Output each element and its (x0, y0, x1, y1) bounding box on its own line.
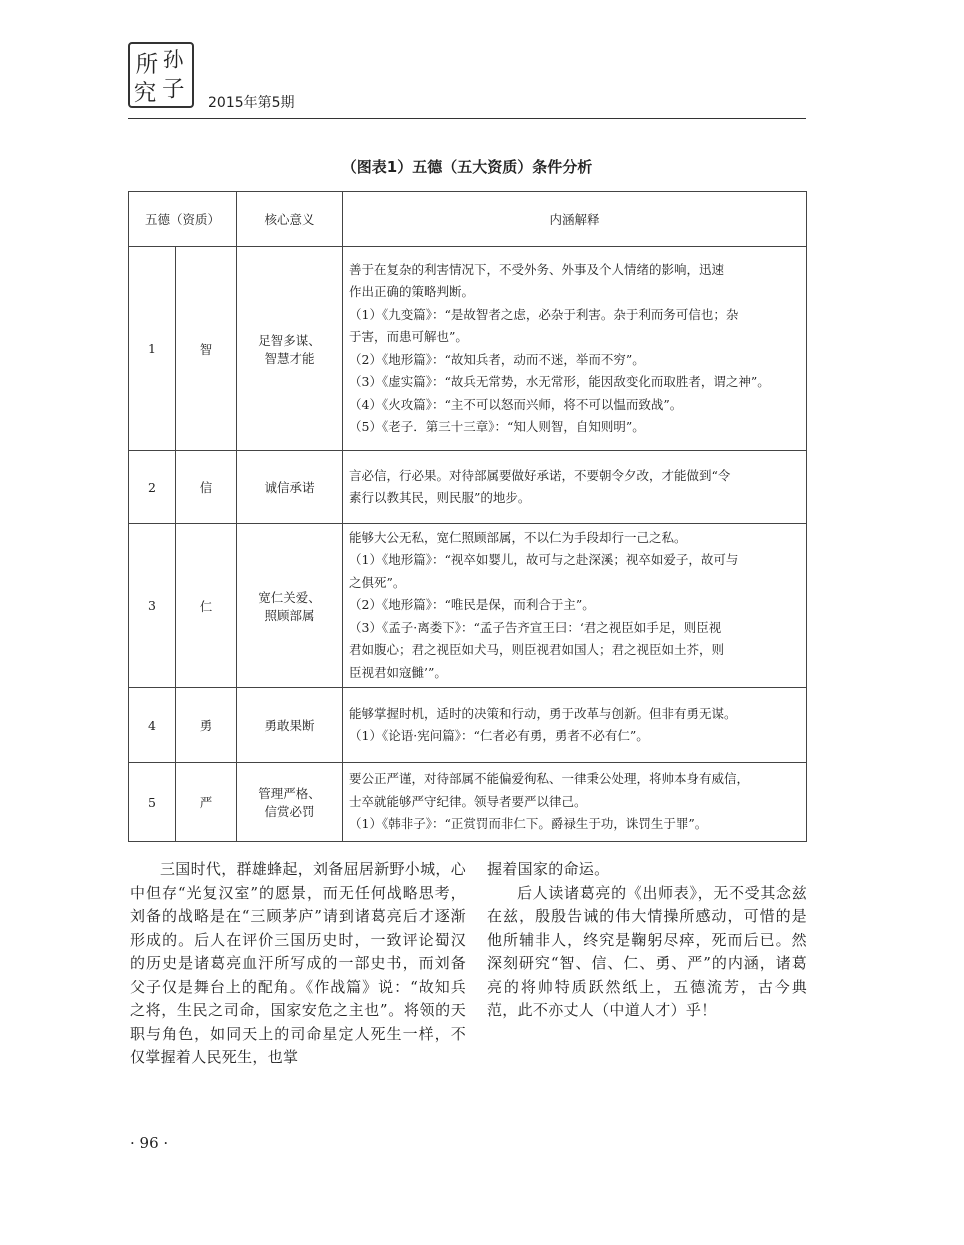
explanation-line: 于害，而患可解也”。 (349, 329, 468, 344)
virtue-name: 严 (176, 763, 237, 842)
explanation-line: 素行以教其民，则民服”的地步。 (349, 490, 531, 505)
row-number: 2 (129, 451, 176, 524)
row-number: 3 (129, 524, 176, 688)
table-row (129, 451, 807, 524)
table-row (129, 247, 807, 451)
core-meaning-line: 管理严格、 (258, 786, 321, 801)
logo-char: 子 (161, 76, 185, 103)
logo-seal-icon (130, 44, 192, 106)
core-meaning-line: 勇敢果断 (264, 718, 315, 733)
core-meaning (237, 524, 343, 688)
body-paragraph: 三国时代，群雄蜂起，刘备屈居新野小城，心中但存“光复汉室”的愿景，而无任何战略思考，刘备的战略是在“三顾茅庐”请到诸葛亮后才逐渐形成的。后人在评价三国历史时，一致评论蜀汉的历史是诸葛亮血汗所写成的一部史书，而刘备父子仅是舞台上的配角。《作战篇》说：“故知兵之将，生民之司命，国家安危之主也”。将领的天职与角色，如同天上的司命星定人死生一样，不仅掌握着人民死生，也掌 (130, 860, 467, 1066)
explanation-line: 善于在复杂的利害情况下，不受外务、外事及个人情绪的影响，迅速 (349, 261, 725, 277)
explanation-line: 之俱死”。 (349, 574, 406, 590)
explanation-line: 臣视君如寇雠’”。 (349, 664, 447, 680)
explanation-line: （2）《地形篇》：“故知兵者，动而不迷，举而不穷”。 (349, 351, 645, 367)
virtue-name: 仁 (176, 524, 237, 688)
virtue-name: 信 (176, 451, 237, 524)
core-meaning-line: 智慧才能 (264, 350, 315, 366)
logo-char: 究 (133, 80, 157, 106)
explanation-line: （5）《老子．第三十三章》：“知人则智，自知则明”。 (349, 419, 645, 434)
explanation-line: 要公正严谨，对待部属不能偏爱徇私、一律秉公处理，将帅本身有威信， (349, 771, 750, 787)
meaning-explanation (343, 763, 807, 842)
table-title: （图表1）五德（五大资质）条件分析 (341, 158, 593, 176)
column-header: 核心意义 (237, 192, 343, 247)
explanation-line: （1）《九变篇》：“是故智者之虑，必杂于利害。杂于利而务可信也；杂 (349, 306, 739, 322)
column-header: 五德（资质） (129, 192, 237, 247)
meaning-explanation (343, 524, 807, 688)
logo-char: 孙 (162, 47, 184, 72)
table-row (129, 763, 807, 842)
body-column-left (130, 858, 466, 1070)
core-meaning-line: 宽仁关爱、 (258, 589, 321, 605)
explanation-line: （1）《地形篇》：“视卒如婴儿，故可与之赴深溪；视卒如爱子，故可与 (349, 552, 739, 568)
explanation-line: （1）《韩非子》：“正赏罚而非仁下。爵禄生于功，诛罚生于罪”。 (349, 816, 708, 832)
row-number: 4 (129, 688, 176, 763)
core-meaning-line: 诚信承诺 (264, 480, 315, 495)
body-paragraph: 握着国家的命运。 (487, 860, 610, 878)
explanation-line: 言必信，行必果。对待部属要做好承诺，不要朝令夕改，才能做到“令 (349, 467, 731, 483)
core-meaning (237, 688, 343, 763)
table-body (129, 247, 807, 842)
core-meaning (237, 763, 343, 842)
table-row (129, 688, 807, 763)
virtue-name: 勇 (176, 688, 237, 763)
journal-logo (128, 42, 194, 108)
explanation-line: 君如腹心；君之视臣如犬马，则臣视君如国人；君之视臣如土芥，则 (349, 642, 725, 658)
core-meaning (237, 451, 343, 524)
explanation-line: 士卒就能够严守纪律。领导者要严以律己。 (349, 793, 587, 809)
virtue-name: 智 (176, 247, 237, 451)
table-header-row (129, 192, 807, 247)
core-meaning-line: 足智多谋、 (258, 332, 321, 348)
issue-label: 2015年第5期 (208, 95, 295, 111)
core-meaning (237, 247, 343, 451)
body-column-right (487, 858, 807, 1023)
table-row (129, 524, 807, 688)
five-virtues-table (128, 191, 807, 842)
logo-char: 所 (135, 52, 159, 79)
core-meaning-line: 信赏必罚 (264, 804, 315, 819)
column-header: 内涵解释 (343, 192, 807, 247)
page-number: · 96 · (130, 1134, 169, 1152)
body-paragraph: 后人读诸葛亮的《出师表》，无不受其念兹在兹，殷殷告诫的伟大情操所感动，可惜的是他所辅非人，终究是鞠躬尽瘁，死而后已。然深刻研究“智、信、仁、勇、严”的内涵，诸葛亮的将帅特质跃然纸上，五德流芳，古今典范，此不亦丈人（中道人才）乎！ (487, 883, 807, 1019)
meaning-explanation (343, 451, 807, 524)
core-meaning-line: 照顾部属 (264, 607, 315, 623)
explanation-line: 作出正确的策略判断。 (349, 284, 475, 299)
row-number: 1 (129, 247, 176, 451)
meaning-explanation (343, 688, 807, 763)
explanation-line: 能够大公无私，宽仁照顾部属，不以仁为手段却行一己之私。 (349, 529, 687, 545)
explanation-line: （3）《孟子·离娄下》：“孟子告齐宣王曰：‘君之视臣如手足，则臣视 (349, 619, 722, 635)
explanation-line: （4）《火攻篇》：“主不可以怒而兴师，将不可以愠而致战”。 (349, 396, 683, 412)
header-divider (128, 118, 806, 119)
explanation-line: （3）《虚实篇》：“故兵无常势，水无常形，能因敌变化而取胜者，谓之神”。 (349, 374, 770, 389)
explanation-line: 能够掌握时机，适时的决策和行动，勇于改革与创新。但非有勇无谋。 (349, 705, 737, 721)
explanation-line: （2）《地形篇》：“唯民是保，而利合于主”。 (349, 597, 595, 613)
meaning-explanation (343, 247, 807, 451)
row-number: 5 (129, 763, 176, 842)
explanation-line: （1）《论语·宪问篇》：“仁者必有勇，勇者不必有仁”。 (349, 728, 649, 743)
